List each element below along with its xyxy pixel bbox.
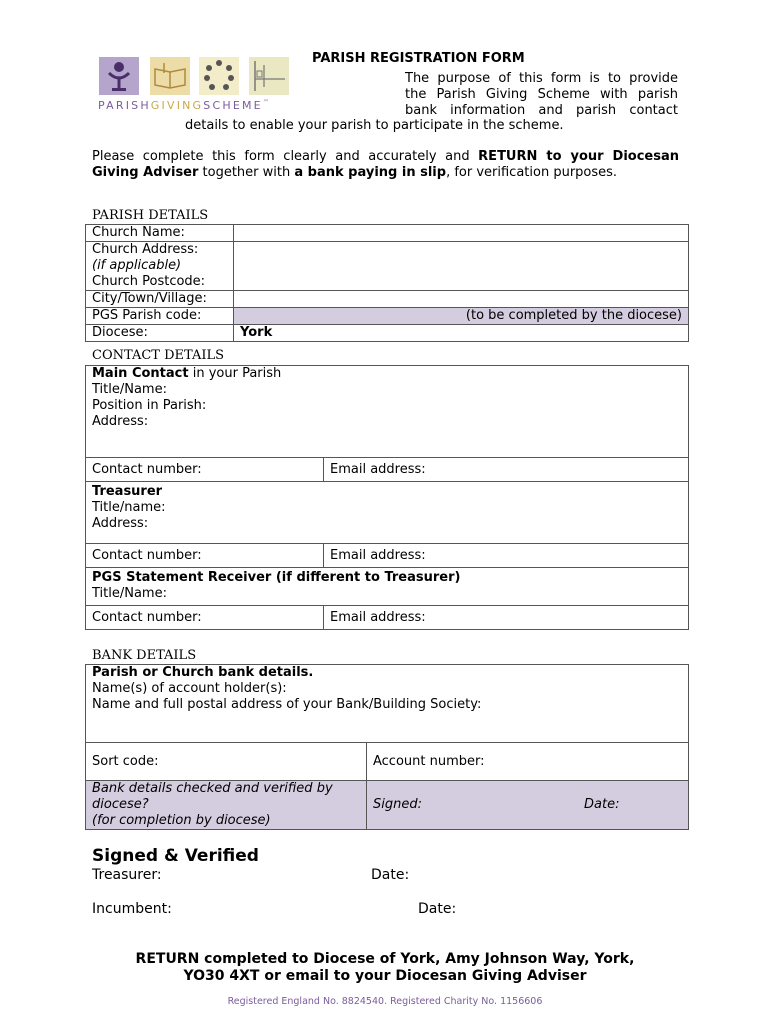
treasurer-signature-label[interactable]: Treasurer: xyxy=(92,867,162,883)
receiver-cell[interactable]: PGS Statement Receiver (if different to Treasurer) Title/Name: xyxy=(86,568,689,606)
pgs-code-label: PGS Parish code: xyxy=(86,308,234,325)
pgs-logo xyxy=(98,56,303,114)
contact-details-table xyxy=(85,365,689,630)
parish-details-heading: PARISH DETAILS xyxy=(92,208,209,223)
registration-footer: Registered England No. 8824540. Registered Charity No. 1156606 xyxy=(227,996,543,1007)
bank-details-heading: BANK DETAILS xyxy=(92,648,197,663)
parish-details-table xyxy=(85,224,689,342)
instructions: Please complete this form clearly and accurately and RETURN to your Diocesan Giving Adviser together with a bank paying in slip, for verification purposes. xyxy=(92,149,680,180)
church-address-field[interactable] xyxy=(234,242,689,291)
contact-details-heading: CONTACT DETAILS xyxy=(92,348,225,363)
church-address-label: Church Address: (if applicable) Church Postcode: xyxy=(86,242,234,291)
bank-account-cell[interactable]: Parish or Church bank details. Name(s) of account holder(s): Name and full postal address of your Bank/Building Society: xyxy=(86,665,689,743)
pgs-code-field: (to be completed by the diocese) xyxy=(234,308,689,325)
city-label: City/Town/Village: xyxy=(86,291,234,308)
bank-details-table xyxy=(85,664,689,830)
signed-heading: Signed & Verified xyxy=(92,846,259,866)
logo-wordmark: PARISHGIVINGSCHEME™ xyxy=(98,99,272,112)
return-instructions: RETURN completed to Diocese of York, Amy Johnson Way, York, YO30 4XT or email to your Diocesan Giving Adviser xyxy=(135,951,635,984)
treasurer-cell[interactable]: Treasurer Title/name: Address: xyxy=(86,482,689,544)
main-contact-email[interactable]: Email address: xyxy=(324,458,689,482)
incumbent-date-label[interactable]: Date: xyxy=(418,901,457,917)
receiver-email[interactable]: Email address: xyxy=(324,606,689,630)
main-contact-cell[interactable]: Main Contact in your Parish Title/Name: Position in Parish: Address: xyxy=(86,366,689,458)
form-title: PARISH REGISTRATION FORM xyxy=(312,51,525,66)
treasurer-email[interactable]: Email address: xyxy=(324,544,689,568)
diocese-value: York xyxy=(234,325,689,342)
sort-code-field[interactable]: Sort code: xyxy=(86,743,367,781)
incumbent-signature-label[interactable]: Incumbent: xyxy=(92,901,172,917)
gate-icon xyxy=(249,57,289,95)
main-contact-number[interactable]: Contact number: xyxy=(86,458,324,482)
account-number-field[interactable]: Account number: xyxy=(367,743,689,781)
bank-verified-label: Bank details checked and verified by diocese? (for completion by diocese) xyxy=(86,781,367,830)
receiver-contact-number[interactable]: Contact number: xyxy=(86,606,324,630)
treasurer-contact-number[interactable]: Contact number: xyxy=(86,544,324,568)
chalice-icon xyxy=(99,57,139,95)
church-name-label: Church Name: xyxy=(86,225,234,242)
purpose-text: The purpose of this form is to provide the Parish Giving Scheme with parish bank information and parish contact xyxy=(405,71,678,118)
diocese-label: Diocese: xyxy=(86,325,234,342)
church-name-field[interactable] xyxy=(234,225,689,242)
city-field[interactable] xyxy=(234,291,689,308)
people-circle-icon xyxy=(199,57,239,95)
book-icon xyxy=(150,57,190,95)
purpose-text-last: details to enable your parish to participate in the scheme. xyxy=(185,118,564,133)
treasurer-date-label[interactable]: Date: xyxy=(371,867,410,883)
diocese-signature-cell: Signed: Date: xyxy=(367,781,689,830)
